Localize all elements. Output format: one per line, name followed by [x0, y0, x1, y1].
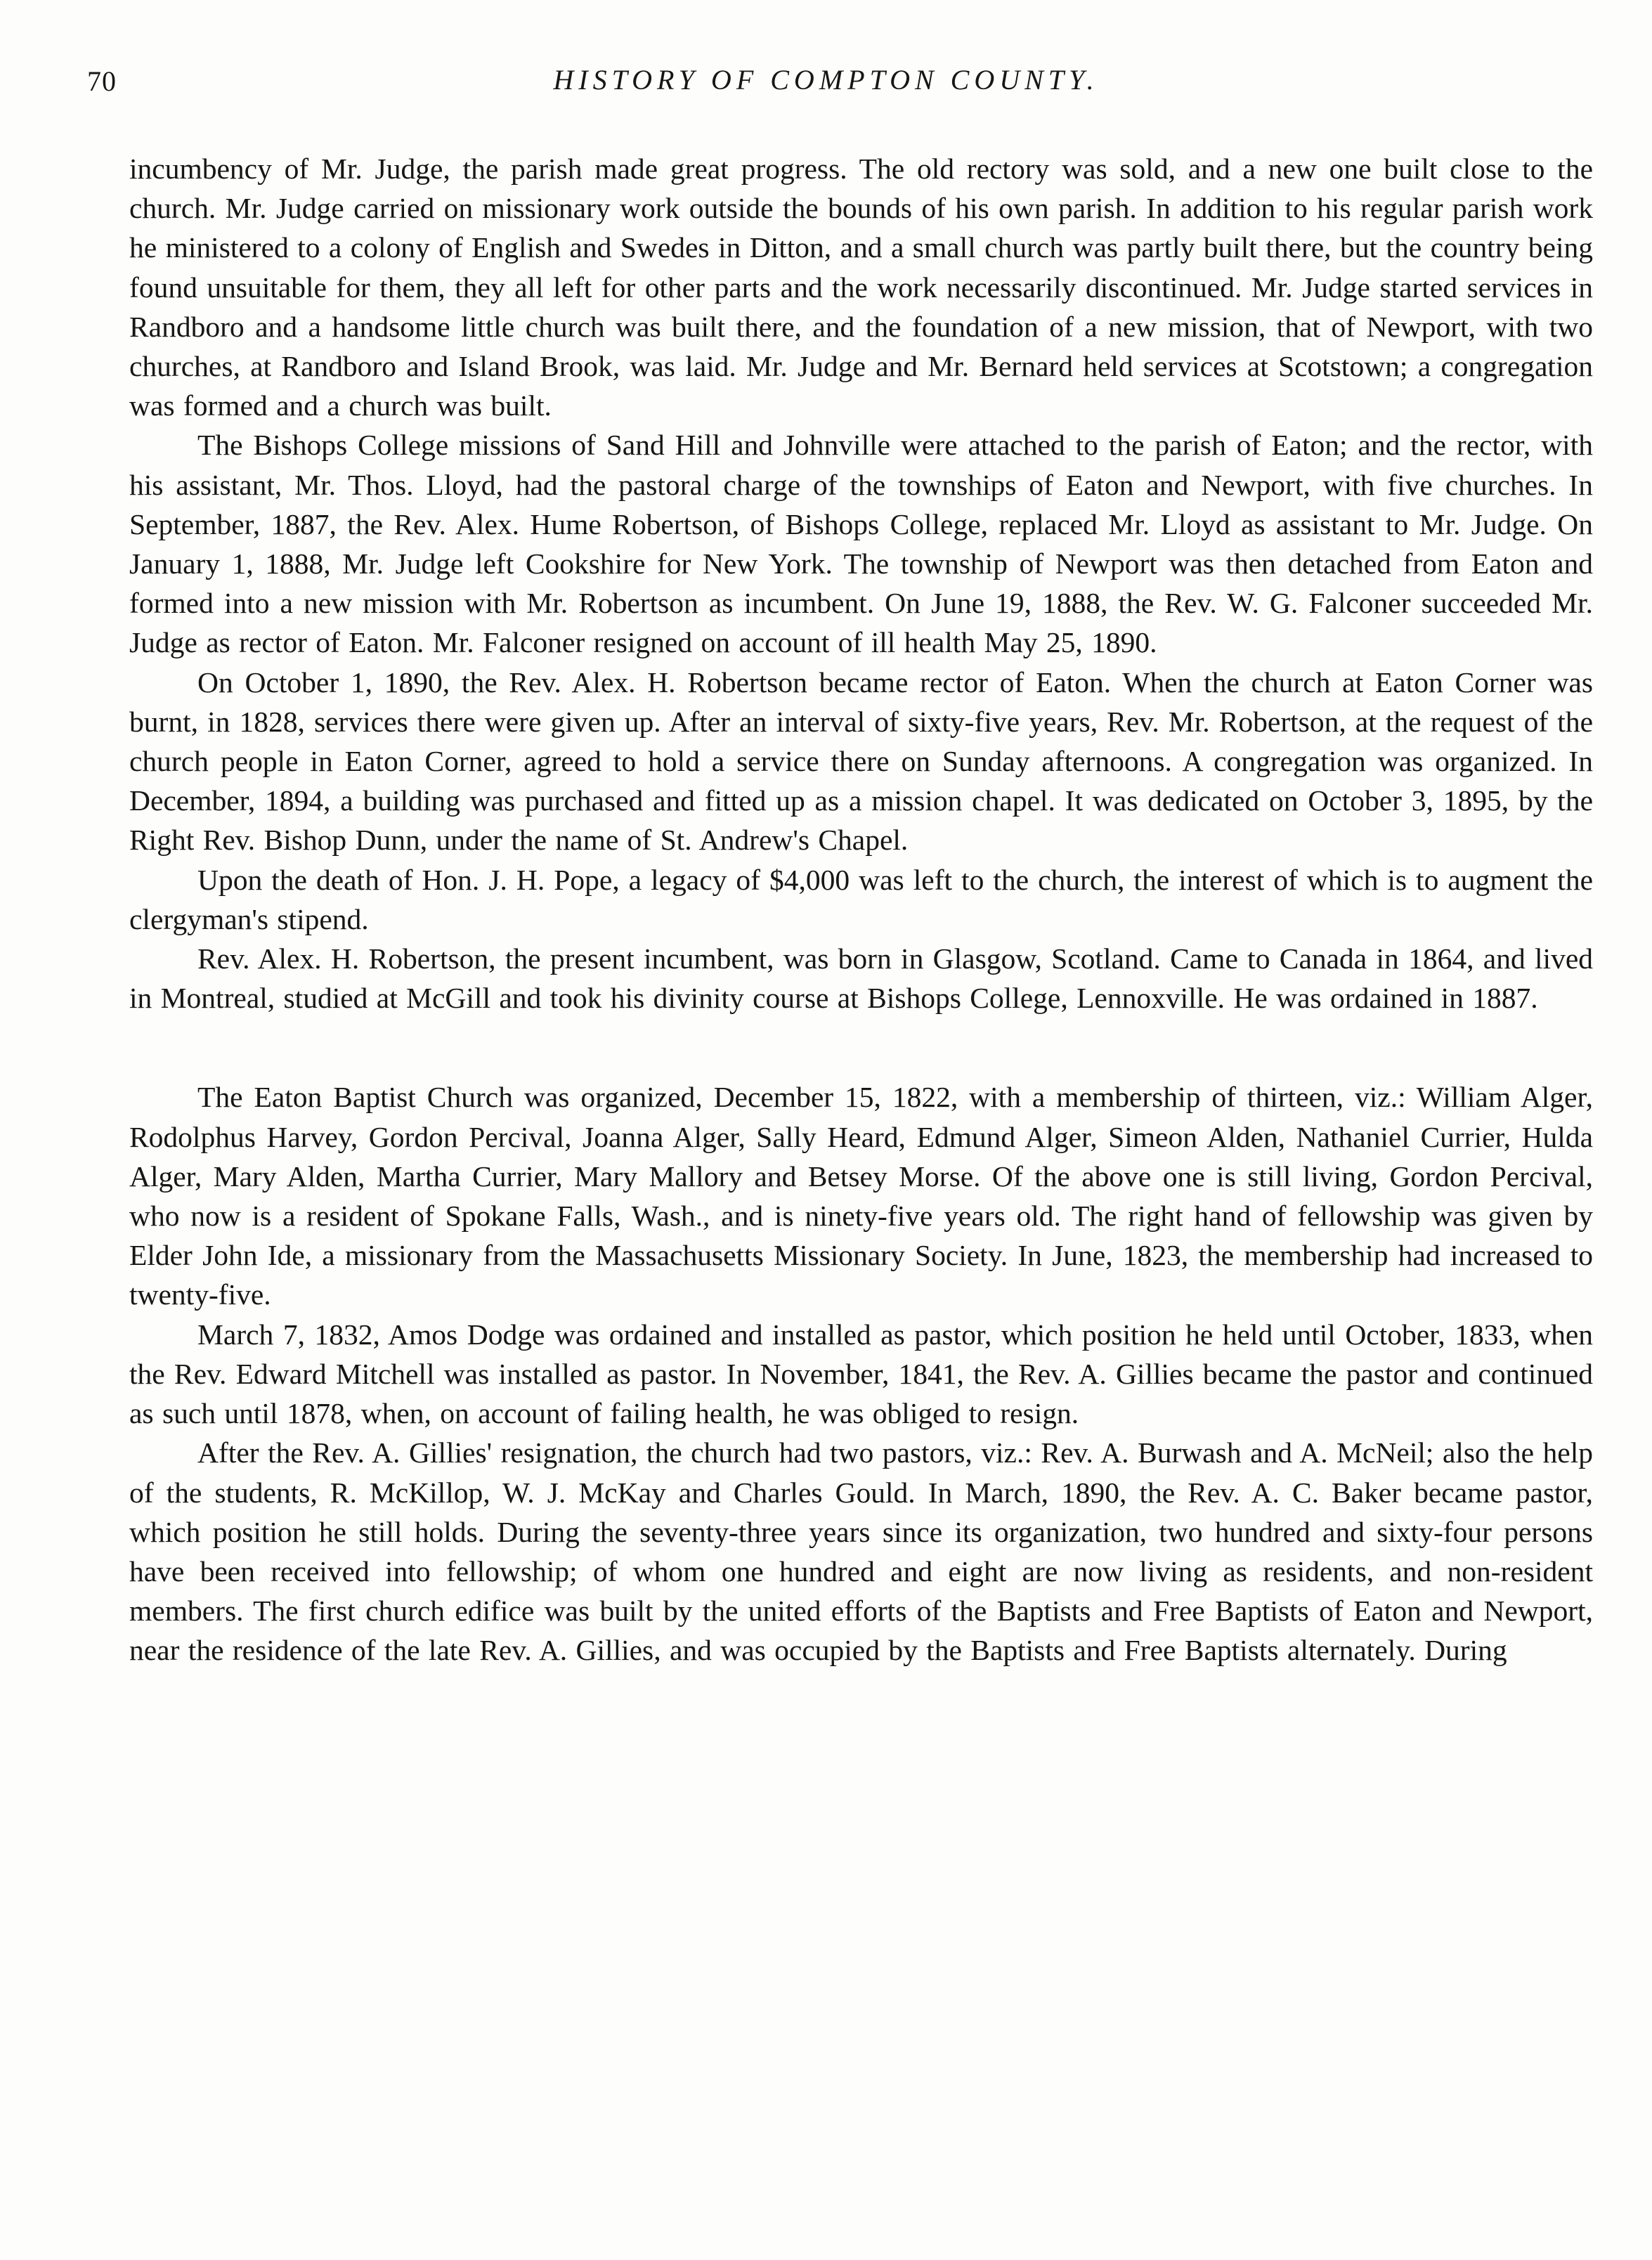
running-title: HISTORY OF COMPTON COUNTY. — [553, 64, 1099, 96]
section-break — [129, 1018, 1593, 1077]
paragraph: On October 1, 1890, the Rev. Alex. H. Robertson became rector of Eaton. When the church at Eaton Corner was burnt, in 1828, services there were given up. After an interval of sixty-five years, Rev. Mr. Robertson, at the request of the church people in Eaton Corner, agreed to hold a service there on Sunday afternoons. A congregation was organized. In December, 1894, a building was purchased and fitted up as a mission chapel. It was dedicated on October 3, 1895, by the Right Rev. Bishop Dunn, under the name of St. Andrew's Chapel. — [129, 665, 1593, 857]
page-number: 70 — [87, 65, 117, 97]
paragraph: The Eaton Baptist Church was organized, December 15, 1822, with a membership of thirteen, viz.: William Alger, Rodolphus Harvey, Gordon Percival, Joanna Alger, Sally Heard, Edmund Alger, Simeon Alden, Nathaniel Currier, Hulda Alger, Mary Alden, Martha Currier, Mary Mallory and Betsey Morse. Of the above one is still living, Gordon Percival, who now is a resident of Spokane Falls, Wash., and is ninety-five years old. The right hand of fellowship was given by Elder John Ide, a missionary from the Massachusetts Missionary Society. In June, 1823, the membership had increased to twenty-five. — [129, 1081, 1593, 1311]
paragraph: Upon the death of Hon. J. H. Pope, a legacy of $4,000 was left to the church, the interest of which is to augment the clergyman's stipend. — [129, 863, 1593, 935]
paragraph: March 7, 1832, Amos Dodge was ordained and installed as pastor, which position he held until October, 1833, when the Rev. Edward Mitchell was installed as pastor. In November, 1841, the Rev. A. Gillies became the pastor and continued as such until 1878, when, on account of failing health, he was obliged to resign. — [129, 1318, 1593, 1430]
paragraph: Rev. Alex. H. Robertson, the present incumbent, was born in Glasgow, Scotland. Came to Canada in 1864, and lived in Montreal, studied at McGill and took his divinity course at Bishops College, Lennoxville. He was ordained in 1887. — [129, 942, 1593, 1015]
paragraph: The Bishops College missions of Sand Hill and Johnville were attached to the parish of Eaton; and the rector, with his assistant, Mr. Thos. Lloyd, had the pastoral charge of the townships of Eaton and Newport, with five churches. In September, 1887, the Rev. Alex. Hume Robertson, of Bishops College, replaced Mr. Lloyd as assistant to Mr. Judge. On January 1, 1888, Mr. Judge left Cookshire for New York. The township of Newport was then detached from Eaton and formed into a new mission with Mr. Robertson as incumbent. On June 19, 1888, the Rev. W. G. Falconer succeeded Mr. Judge as rector of Eaton. Mr. Falconer resigned on account of ill health May 25, 1890. — [129, 429, 1593, 659]
paragraph: incumbency of Mr. Judge, the parish made great progress. The old rectory was sold, and a new one built close to the church. Mr. Judge carried on missionary work outside the bounds of his own parish. In addition to his regular parish work he ministered to a colony of English and Swedes in Ditton, and a small church was partly built there, but the country being found unsuitable for them, they all left for other parts and the work necessarily discontinued. Mr. Judge started services in Randboro and a handsome little church was built there, and the foundation of a new mission, that of Newport, with two churches, at Randboro and Island Brook, was laid. Mr. Judge and Mr. Bernard held services at Scotstown; a congregation was formed and a church was built. — [129, 152, 1593, 422]
body-text — [129, 149, 1593, 1670]
paragraph: After the Rev. A. Gillies' resignation, the church had two pastors, viz.: Rev. A. Burwash and A. McNeil; also the help of the students, R. McKillop, W. J. McKay and Charles Gould. In March, 1890, the Rev. A. C. Baker became pastor, which position he still holds. During the seventy-three years since its organization, two hundred and sixty-four persons have been received into fellowship; of whom one hundred and eight are now living as residents, and non-resident members. The first church edifice was built by the united efforts of the Baptists and Free Baptists of Eaton and Newport, near the residence of the late Rev. A. Gillies, and was occupied by the Baptists and Free Baptists alternately. During — [129, 1436, 1593, 1667]
